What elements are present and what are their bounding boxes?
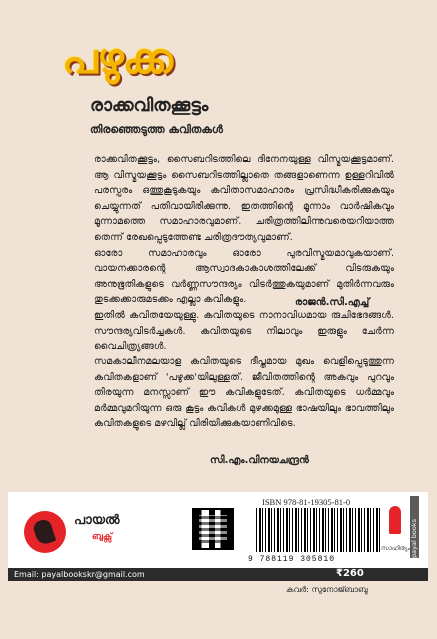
publisher-email: Email: payalbookskr@gmail.com — [14, 570, 145, 579]
book-subtitle: രാക്കവിതക്കൂട്ടം — [90, 95, 209, 116]
blurb-author-2: സി.എം.വിനയചന്ദ്രൻ — [210, 455, 309, 466]
side-logo-text: payal books — [410, 518, 418, 558]
barcode-number: 9 788119 305810 — [248, 555, 336, 564]
imprint-badge-text: സാഹിത്യം — [381, 545, 410, 552]
blurb-author-1: രാജൻ.സി.എച്ച് — [295, 297, 370, 308]
qr-code-icon — [192, 508, 234, 550]
blurb-paragraph-2: സമകാലീനമലയാള കവിതയുടെ ദീപ്തമായ മുഖം വെളിപ്പെടുത്തുന്ന കവിതകളാണ് 'പഴുക്ക'യിലുള്ളത്. ജീവിതത്തിന്റെ അകവും പുറവും തിരയുന്ന മനസ്സാണ് ഈ കവികളുടേത്. കവിതയുടെ ധർമ്മവും മർമ്മവുമറിയുന്ന ഒരു കൂട്ടം കവികൾ മുഴക്കമുള്ള ഭാഷയിലും ഭാവത്തിലും കവിതകളുടെ മഴവില്ല് വിരിയിക്കുകയാണിവിടെ. — [94, 356, 394, 430]
book-tagline: തിരഞ്ഞെടുത്ത കവിതകൾ — [90, 123, 223, 136]
barcode-icon — [256, 508, 380, 552]
publisher-name: പായൽ — [74, 513, 120, 528]
book-title: പഴുക്ക — [62, 34, 172, 83]
cover-credit: കവർ: സുനോജ്ബാബു — [286, 585, 368, 594]
publisher-subtitle: ബുക്സ് — [92, 532, 113, 542]
blurb-paragraph-1: രാക്കവിതക്കൂട്ടം, സൈബറിടത്തിലെ ദിനേനയുള്ള വിസ്മയക്കൂട്ടമാണ്. ആ വിസ്മയക്കൂട്ടം സൈബറിടത്തില്ലാതെ തങ്ങളാണെന്ന ഉള്ളറിവിൽ പരസ്പരം ഒത്തുകൂടുകയും കവിതാസമാഹാരം പ്രസിദ്ധീകരിക്കുകയും ചെയ്യുന്നത് പതിവായിരിക്കുന്നു. ഇതത്തിന്റെ മൂന്നാം വാർഷികവും മൂന്നാമത്തെ സമാഹാരവുമാണ്. ചരിത്രത്തിലിന്നുവരെയറിയാത്ത തെന്ന് രേഖപ്പെടുത്തേണ്ട ചരിത്രദൗത്യവുമാണ്. ഓരോ സമാഹാരവും ഓരോ പുരവിസ്മയമാവുകയാണ്. വായനക്കാരന്റെ ആസ്വാദകാകാശത്തിലേക്ക് വിടരുകയും അനുഭൂതികളുടെ വർണ്ണസൗന്ദര്യം വിടർത്തുകയുമാണ് മുതിർന്നവരും തുടക്കക്കാരുമടക്കം എല്ലാ കവികളും. ഇതിൽ കവിതയേയുള്ളു. കവിതയുടെ നാനാവിധമായ രുചിഭേദങ്ങൾ. സൗന്ദര്യവിടർച്ചകൾ. കവിതയുടെ നിലാവും ഇരുളും ചേർന്ന വൈചിത്ര്യങ്ങൾ. — [94, 154, 394, 353]
book-price: ₹260 — [336, 568, 364, 579]
isbn-text: ISBN 978-81-19305-81-0 — [262, 497, 351, 507]
imprint-mark-icon — [389, 506, 401, 534]
